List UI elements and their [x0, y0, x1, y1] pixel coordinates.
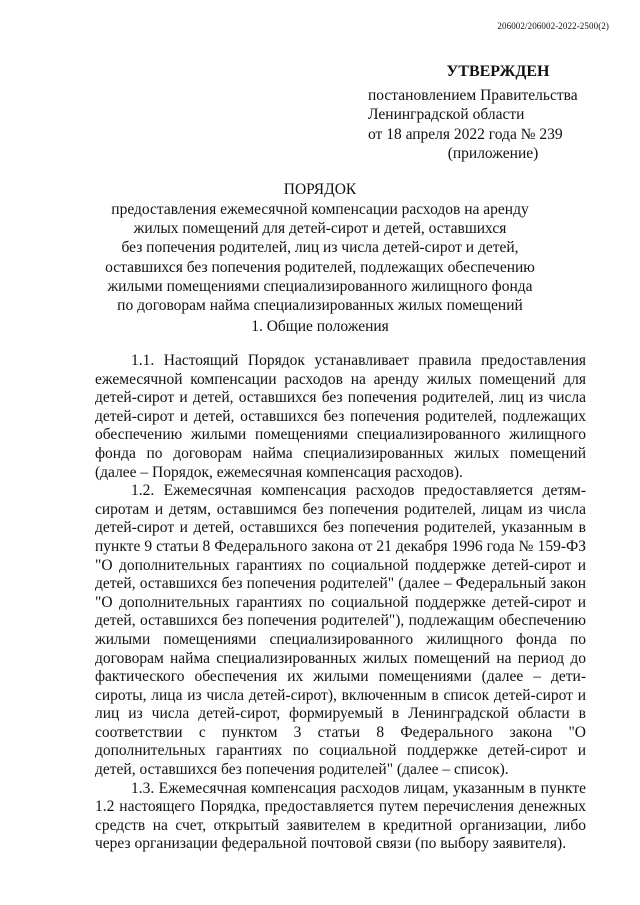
paragraph-1-3: 1.3. Ежемесячная компенсация расходов лицам, указанным в пункте 1.2 настоящего Порядка, предоставляется путем перечисления денежных средств на счет, открытый заявителем в кредитной организации, либо через организации федеральной почтовой связи (по выбору заявителя). — [95, 779, 586, 853]
document-body — [95, 352, 586, 854]
approval-line-3: от 18 апреля 2022 года № 239 — [368, 125, 563, 143]
section-title: 1. Общие положения — [251, 318, 389, 335]
document-subtitle-line: по договорам найма специализированных жилых помещений — [117, 297, 523, 315]
approval-stamp-block — [368, 62, 618, 164]
approval-line-4: (приложение) — [447, 145, 539, 162]
paragraph-1-1: 1.1. Настоящий Порядок устанавливает правила предоставления ежемесячной компенсации расходов на аренду жилых помещений для детей-сирот и детей, оставшихся без попечения родителей, лиц из числа детей-сирот и детей, оставшихся без попечения родителей, подлежащих обеспечению жилыми помещениями специализированного жилищного фонда по договорам найма специализированных жилых помещений (далее – Порядок, ежемесячная компенсация расходов). — [95, 352, 586, 481]
document-subtitle-line: без попечения родителей, лиц из числа детей-сирот и детей, — [121, 239, 519, 257]
document-subtitle-line: предоставления ежемесячной компенсации расходов на аренду — [111, 201, 529, 218]
document-subtitle-line: жилых помещений для детей-сирот и детей, оставшихся — [133, 220, 507, 238]
document-subtitle-line: жилыми помещениями специализированного жилищного фонда — [107, 277, 533, 295]
document-subtitle-line: оставшихся без попечения родителей, подлежащих обеспечению — [105, 258, 535, 276]
document-number: 206002/206002-2022-2500(2) — [497, 21, 609, 31]
approval-line-2: Ленинградской области — [368, 106, 525, 123]
document-title: ПОРЯДОК — [283, 181, 357, 198]
document-heading — [96, 180, 544, 315]
approval-title: УТВЕРЖДЕН — [446, 63, 550, 80]
approval-line-1: постановлением Правительства — [368, 86, 578, 104]
paragraph-1-2: 1.2. Ежемесячная компенсация расходов предоставляется детям-сиротам и детям, оставшимся без попечения родителей, лицам из числа детей-сирот и детей, оставшихся без попечения родителей, указанным в пункте 9 статьи 8 Федерального закона от 21 декабря 1996 года № 159-ФЗ "О дополнительных гарантиях по социальной поддержке детей-сирот и детей, оставшихся без попечения родителей" (далее – Федеральный закон "О дополнительных гарантиях по социальной поддержке детей-сирот и детей, оставшихся без попечения родителей"), подлежащим обеспечению жилыми помещениями специализированного жилищного фонда по договорам найма специализированных жилых помещений на период до фактического обеспечения их жилыми помещениями (далее – дети-сироты, лица из числа детей-сирот), включенным в список детей-сирот и лиц из числа детей-сирот, формируемый в Ленинградской области в соответствии с пунктом 3 статьи 8 Федерального закона "О дополнительных гарантиях по социальной поддержке детей-сирот и детей, оставшихся без попечения родителей" (далее – список). — [95, 482, 586, 779]
